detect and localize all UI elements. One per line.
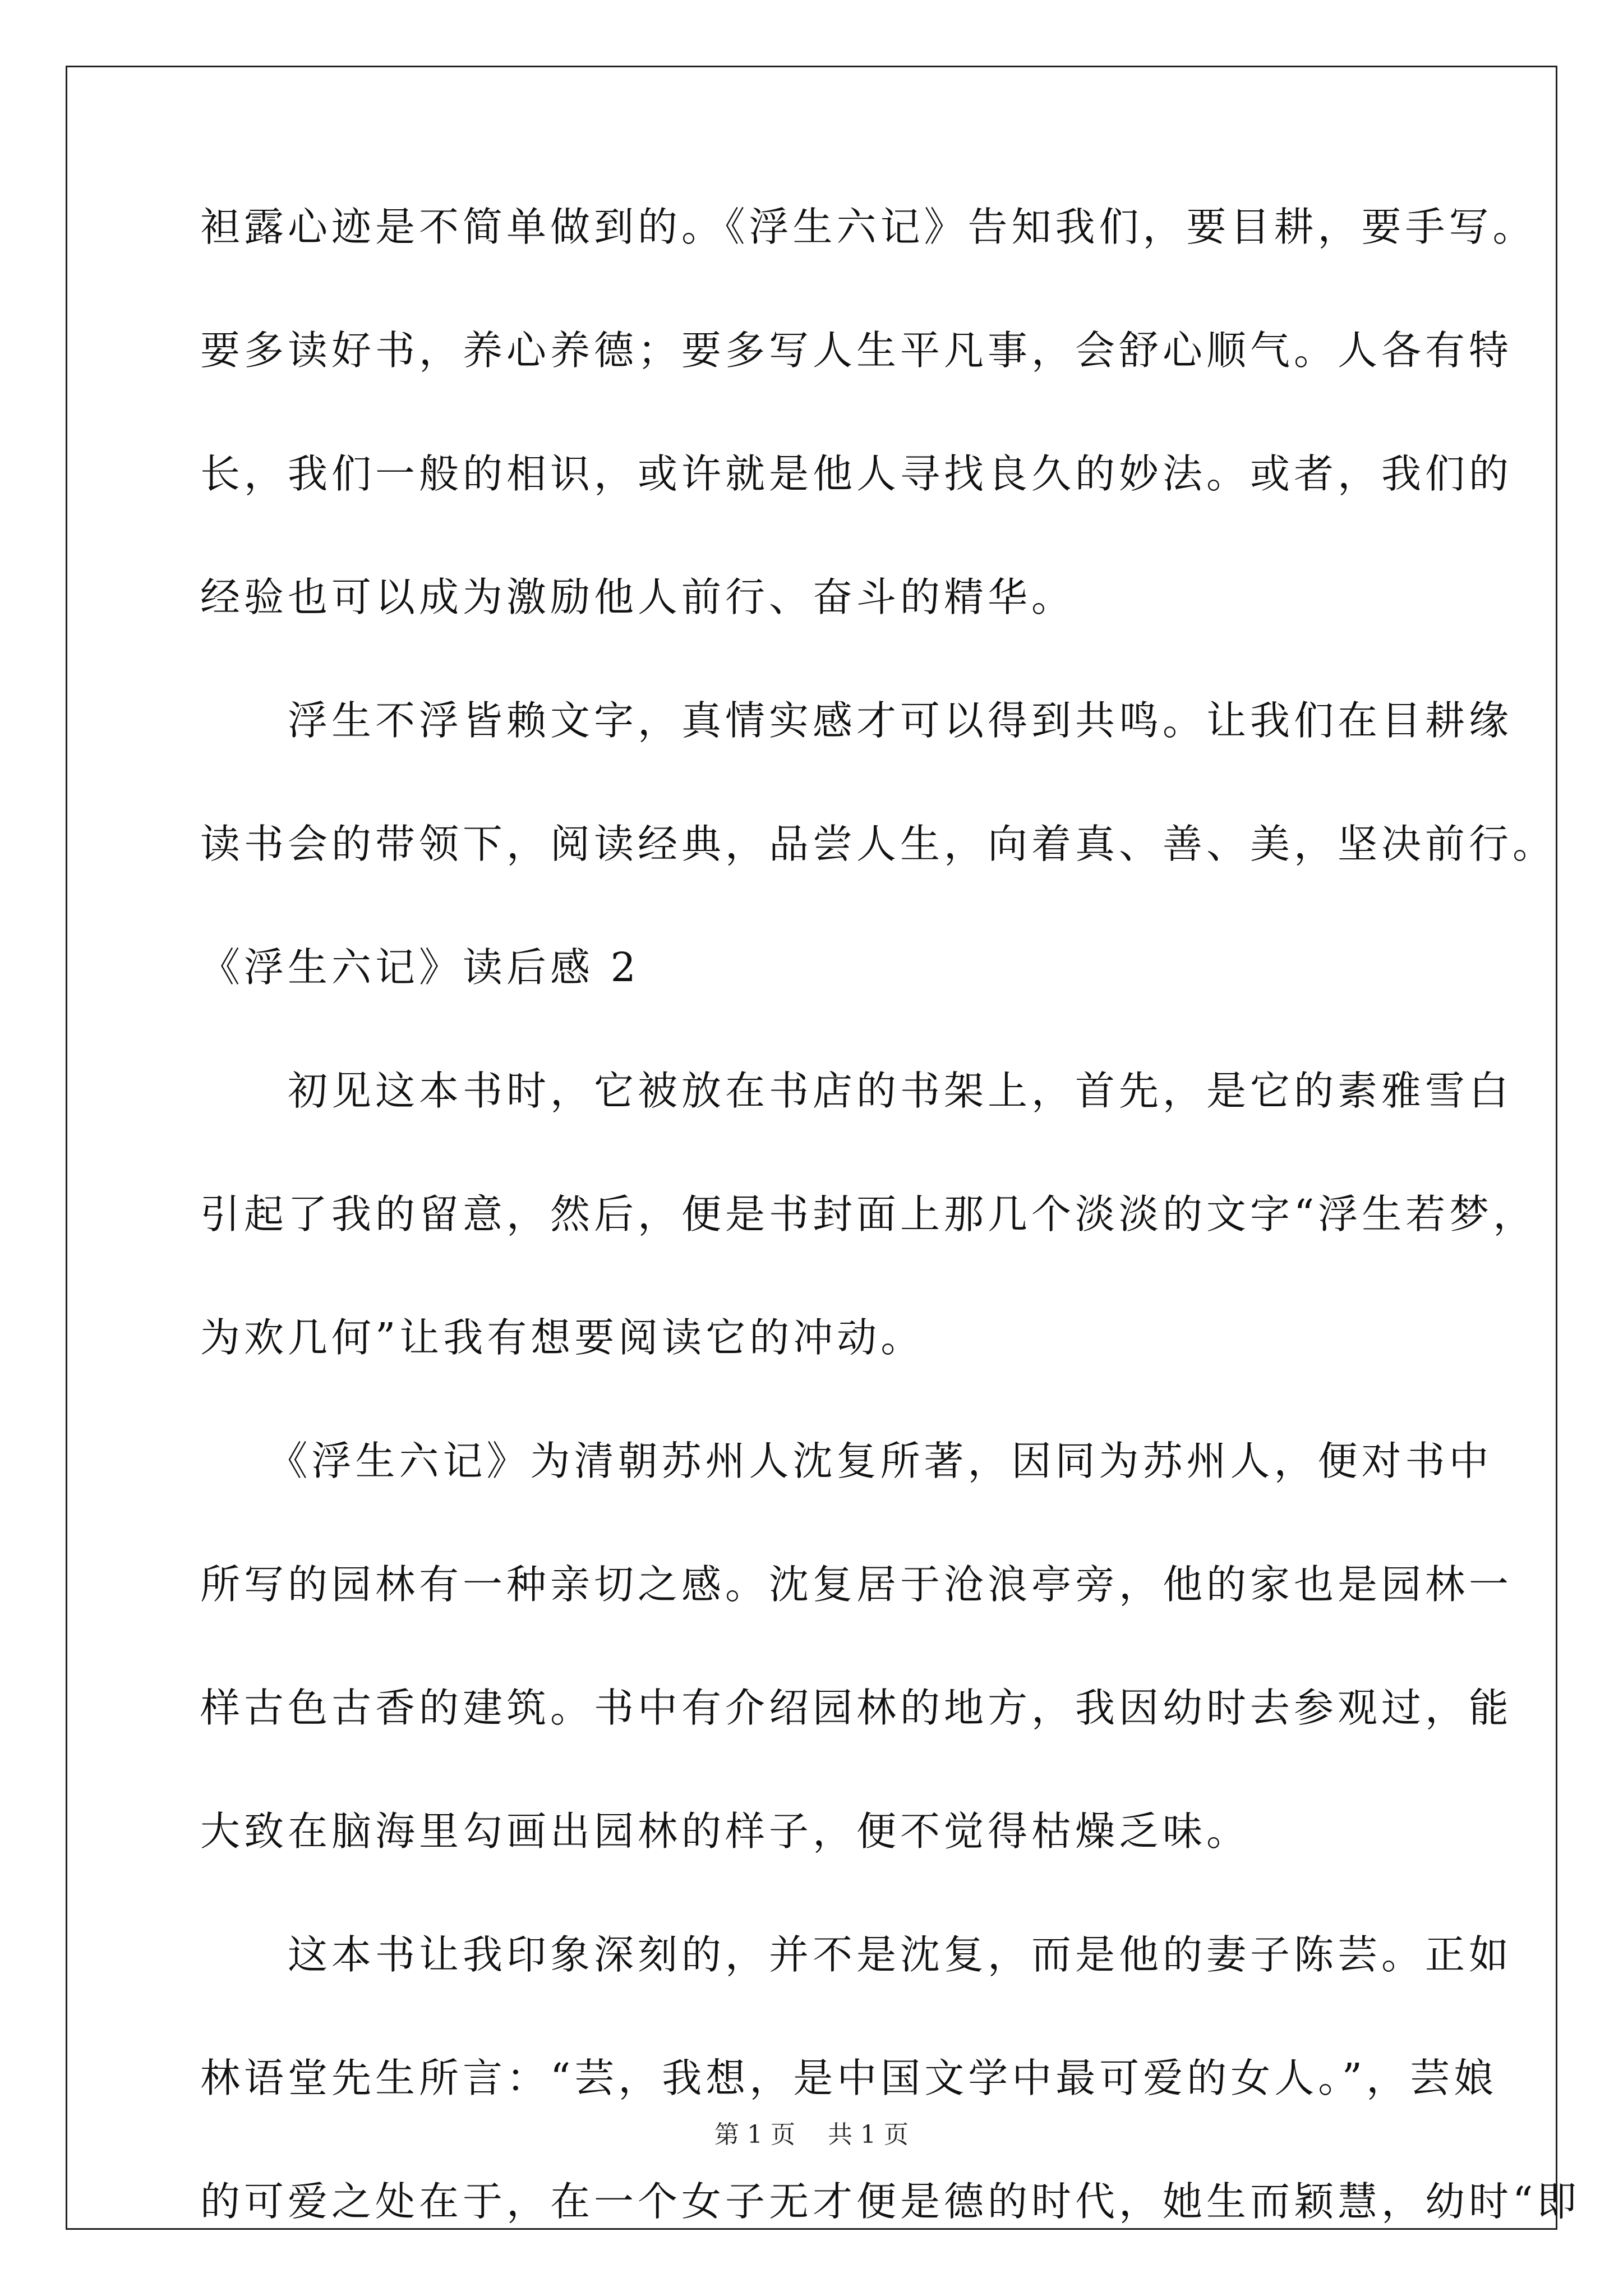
text-line: 所写的园林有一种亲切之感。沈复居于沧浪亭旁，他的家也是园林一 [200, 1561, 1513, 1608]
text-line: 初见这本书时，它被放在书店的书架上，首先，是它的素雅雪白 [200, 1068, 1513, 1114]
page-total: 共 1 页 [828, 2120, 909, 2149]
text-line: 林语堂先生所言：“芸，我想，是中国文学中最可爱的女人。”，芸娘 [200, 2055, 1498, 2101]
text-line: 这本书让我印象深刻的，并不是沈复，而是他的妻子陈芸。正如 [200, 1931, 1513, 1978]
text-line: 《浮生六记》为清朝苏州人沈复所著，因同为苏州人，便对书中 [200, 1438, 1493, 1484]
text-line: 浮生不浮皆赖文字，真情实感才可以得到共鸣。让我们在目耕缘 [200, 697, 1513, 744]
text-line: 长，我们一般的相识，或许就是他人寻找良久的妙法。或者，我们的 [200, 450, 1513, 497]
section-title: 《浮生六记》读后感 2 [200, 944, 640, 991]
page-number: 第 1 页 [714, 2120, 795, 2149]
text-line: 样古色古香的建筑。书中有介绍园林的地方，我因幼时去参观过，能 [200, 1685, 1513, 1731]
text-line: 为欢几何”让我有想要阅读它的冲动。 [200, 1314, 925, 1361]
text-line: 要多读好书，养心养德；要多写人生平凡事，会舒心顺气。人各有特 [200, 327, 1513, 374]
text-line: 袒露心迹是不简单做到的。《浮生六记》告知我们，要目耕，要手写。 [200, 204, 1537, 250]
page-border [66, 66, 1557, 2230]
page-footer [0, 2118, 1623, 2152]
text-line: 的可爱之处在于，在一个女子无才便是德的时代，她生而颖慧，幼时“即 [200, 2178, 1581, 2225]
text-line: 大致在脑海里勾画出园林的样子，便不觉得枯燥乏味。 [200, 1808, 1251, 1855]
text-line: 引起了我的留意，然后，便是书封面上那几个淡淡的文字“浮生若梦， [200, 1191, 1537, 1237]
text-line: 经验也可以成为激励他人前行、奋斗的精华。 [200, 574, 1076, 620]
text-line: 读书会的带领下，阅读经典，品尝人生，向着真、善、美，坚决前行。 [200, 821, 1557, 867]
